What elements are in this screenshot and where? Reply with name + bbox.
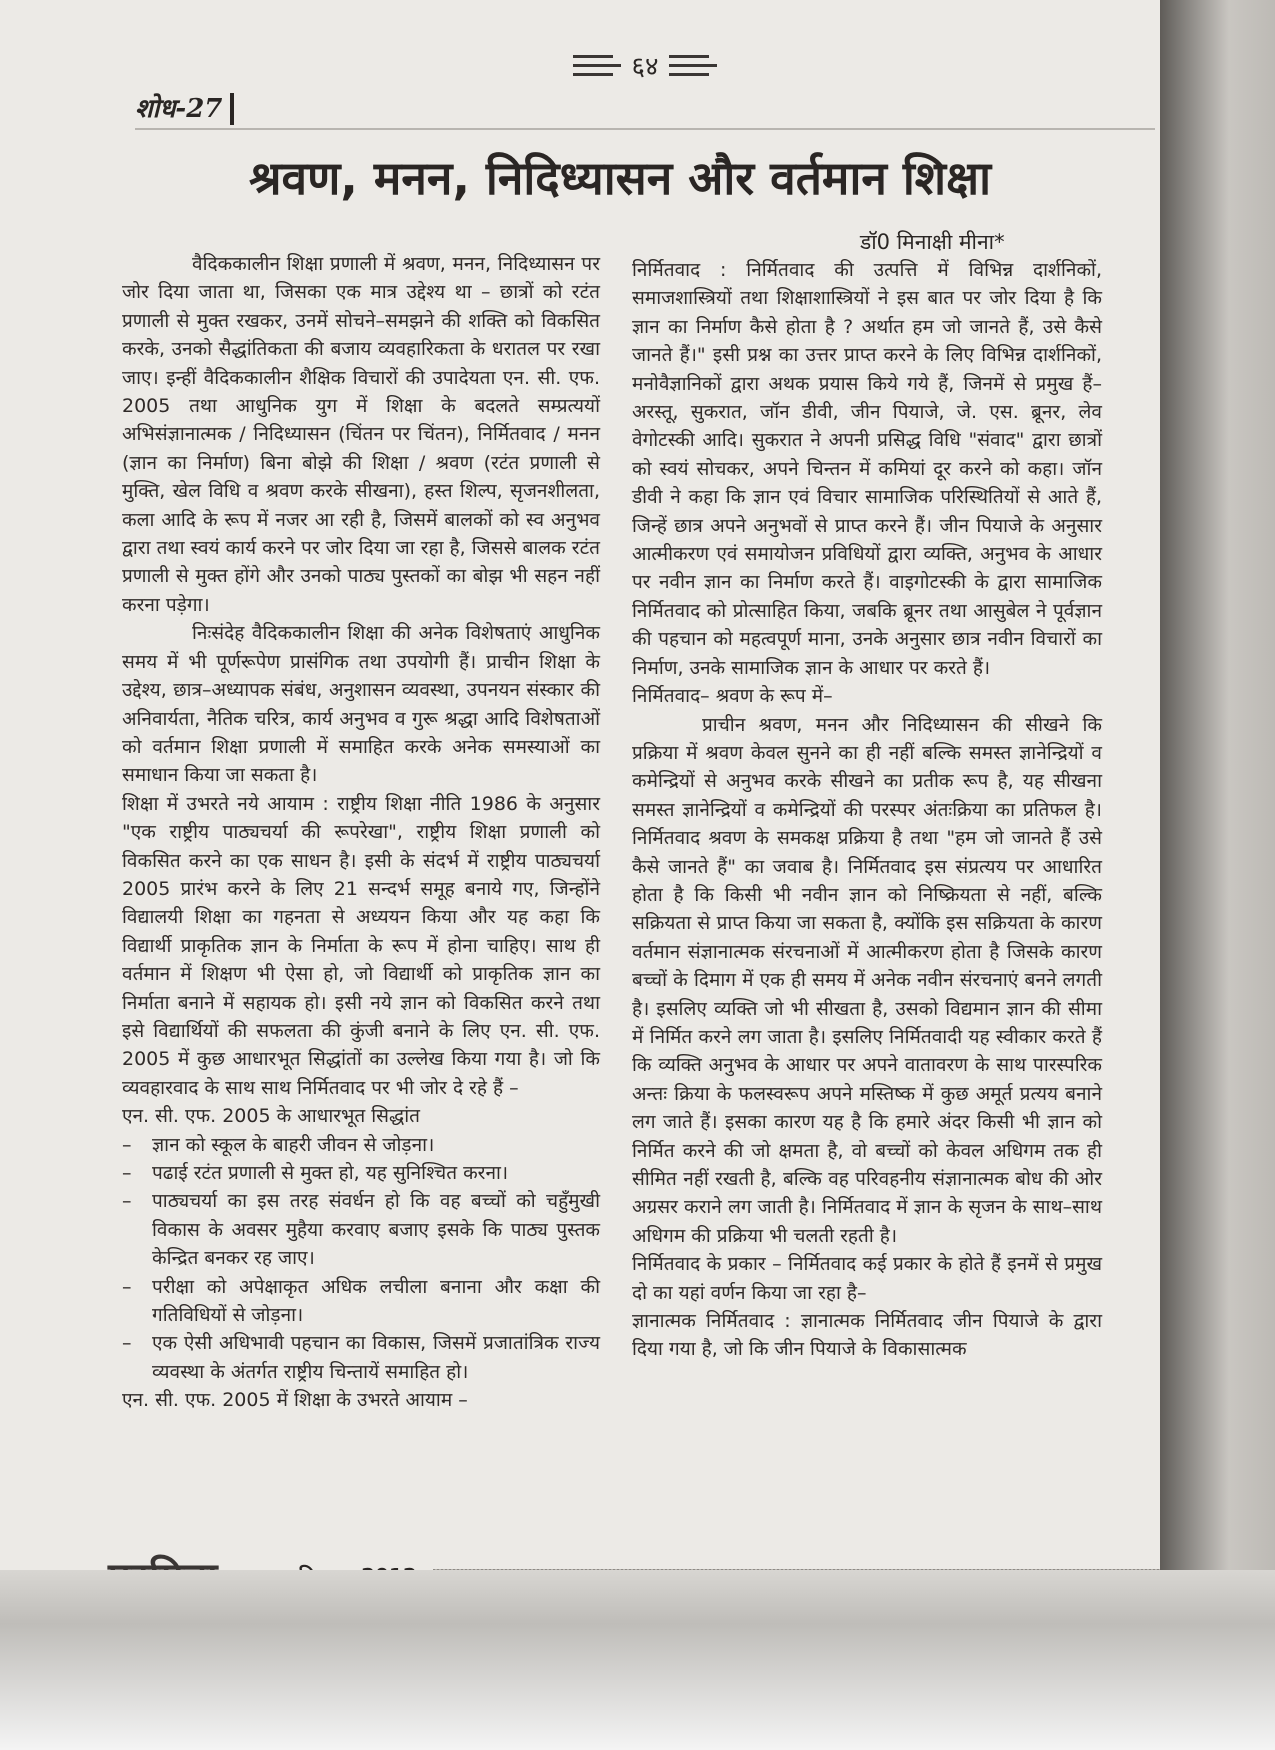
right-column [632, 256, 1102, 1364]
paragraph: ज्ञानात्मक निर्मितवाद : ज्ञानात्मक निर्मितवाद जीन पियाजे के द्वारा दिया गया है, जो कि जीन पियाजे के विकासात्मक [632, 1310, 1102, 1361]
paragraph: निर्मितवाद के प्रकार – निर्मितवाद कई प्रकार के होते हैं इनमें से प्रमुख दो का यहां वर्णन किया जा रहा है– [632, 1253, 1102, 1304]
left-ornament-icon [573, 55, 621, 76]
paragraph: प्राचीन श्रवण, मनन और निदिध्यासन की सीखने कि प्रक्रिया में श्रवण केवल सुनने का ही नहीं बल्कि समस्त ज्ञानेन्द्रियों व कमेन्द्रियों से अनुभव करके सीखने का प्रतीक रूप है, यह सीखना समस्त ज्ञानेन्द्रियों व कमेन्द्रियों की परस्पर अंतःक्रिया का प्रतिफल है। निर्मितवाद श्रवण के समकक्ष प्रक्रिया है तथा "हम जो जानते हैं उसे कैसे जानते हैं" का जवाब है। निर्मितवाद इस संप्रत्यय पर आधारित होता है कि किसी भी नवीन ज्ञान को निष्क्रियता से नहीं, बल्कि सक्रियता से प्राप्त किया जा सकता है, क्योंकि इस सक्रियता के कारण वर्तमान संज्ञानात्मक संरचनाओं में आत्मीकरण होता है जिसके कारण बच्चों के दिमाग में एक ही समय में अनेक नवीन संरचनाएं बनने लगती है। इसलिए व्यक्ति जो भी सीखता है, उसको विद्यमान ज्ञान की सीमा में निर्मित करने लग जाता है। इसलिए निर्मितवादी यह स्वीकार करते हैं कि व्यक्ति अनुभव के आधार पर अपने वातावरण के साथ पारस्परिक अन्तः क्रिया के फलस्वरूप अपने मस्तिष्क में कुछ अमूर्त प्रत्यय बनाने लग जाते हैं। इसका कारण यह है कि हमारे अंदर किसी भी ज्ञान को निर्मित करने की जो क्षमता है, वो बच्चों को केवल अधिगम तक ही सीमित नहीं रखती है, बल्कि वह परिवहनीय संज्ञानात्मक बोध की ओर अग्रसर कराने लग जाती है। निर्मितवाद में ज्ञान के सृजन के साथ–साथ अधिगम की प्रक्रिया भी चलती रहती है। [632, 713, 1102, 1247]
list-item: – ज्ञान को स्कूल के बाहरी जीवन से जोड़ना। [122, 1131, 600, 1159]
list-item: – एक ऐसी अधिभावी पहचान का विकास, जिसमें प्रजातांत्रिक राज्य व्यवस्था के अंतर्गत राष्ट्रीय चिन्तायें समाहित हो। [122, 1329, 600, 1386]
header-rule [135, 128, 1155, 130]
page-bottom-edge [0, 1570, 1275, 1750]
page-number: ६४ [631, 52, 659, 82]
paragraph: वैदिककालीन शिक्षा प्रणाली में श्रवण, मनन, निदिध्यासन पर जोर दिया जाता था, जिसका एक मात्र उद्देश्य था – छात्रों को रटंत प्रणाली से मुक्त रखकर, उनमें सोचने–समझने की शक्ति को विकसित करके, उनको सैद्धांतिकता की बजाय व्यवहारिकता के धरातल पर रखा जाए। इन्हीं वैदिककालीन शैक्षिक विचारों की उपादेयता एन. सी. एफ. 2005 तथा आधुनिक युग में शिक्षा के बदलते सम्प्रत्ययों अभिसंज्ञानात्मक / निदिध्यासन (चिंतन पर चिंतन), निर्मितवाद / मनन (ज्ञान का निर्माण) बिना बोझे की शिक्षा / श्रवण (रटंत प्रणाली से मुक्ति, खेल विधि व श्रवण करके सीखना), हस्त शिल्प, सृजनशीलता, कला आदि के रूप में नजर आ रही है, जिसमें बालकों को स्व अनुभव द्वारा तथा स्वयं कार्य करने पर जोर दिया जा रहा है, जिससे बालक रटंत प्रणाली से मुक्त होंगे और उनको पाठ्य पुस्तकों का बोझ भी सहन नहीं करना पड़ेगा। [122, 253, 600, 616]
list-item: – पाठ्यचर्या का इस तरह संवर्धन हो कि वह बच्चों को चहुँमुखी विकास के अवसर मुहैया करवाए बजाए इसके कि पाठ्य पुस्तक केन्द्रित बनकर रह जाए। [122, 1187, 600, 1272]
list-heading: एन. सी. एफ. 2005 के आधारभूत सिद्धांत [122, 1105, 420, 1128]
list-item: – परीक्षा को अपेक्षाकृत अधिक लचीला बनाना और कक्षा की गतिविधियों से जोड़ना। [122, 1273, 600, 1330]
book-spine-shadow [1160, 0, 1275, 1620]
closing-line: एन. सी. एफ. 2005 में शिक्षा के उभरते आयाम – [122, 1389, 468, 1412]
paragraph: निःसंदेह वैदिककालीन शिक्षा की अनेक विशेषताएं आधुनिक समय में भी पूर्णरूपेण प्रासंगिक तथा उपयोगी हैं। प्राचीन शिक्षा के उद्देश्य, छात्र–अध्यापक संबंध, अनुशासन व्यवस्था, उपनयन संस्कार की अनिवार्यता, नैतिक चरित्र, कार्य अनुभव व गुरू श्रद्धा आदि विशेषताओं को वर्तमान शिक्षा प्रणाली में समाहित करके अनेक समस्याओं का समाधान किया जा सकता है। [122, 622, 600, 787]
subheading: निर्मितवाद– श्रवण के रूप में– [632, 685, 833, 708]
list-item: – पढाई रटंत प्रणाली से मुक्त हो, यह सुनिश्चित करना। [122, 1159, 600, 1187]
paragraph: निर्मितवाद : निर्मितवाद की उत्पत्ति में विभिन्न दार्शनिकों, समाजशास्त्रियों तथा शिक्षाशास्त्रियों ने इस बात पर जोर दिया है कि ज्ञान का निर्माण कैसे होता है ? अर्थात हम जो जानते हैं, उसे कैसे जानते हैं।" इसी प्रश्न का उत्तर प्राप्त करने के लिए विभिन्न दार्शनिकों, मनोवैज्ञानिकों द्वारा अथक प्रयास किये गये हैं, जिनमें से प्रमुख हैं– अरस्तू, सुकरात, जॉन डीवी, जीन पियाजे, जे. एस. ब्रूनर, लेव वेगोटस्की आदि। सुकरात ने अपनी प्रसिद्ध विधि "संवाद" द्वारा छात्रों को स्वयं सोचकर, अपने चिन्तन में कमियां दूर करने को कहा। जॉन डीवी ने कहा कि ज्ञान एवं विचार सामाजिक परिस्थितियों से आते हैं, जिन्हें छात्र अपने अनुभवों से प्राप्त करने हैं। जीन पियाजे के अनुसार आत्मीकरण एवं समायोजन प्रविधियों द्वारा व्यक्ति, अनुभव के आधार पर नवीन ज्ञान का निर्माण करते हैं। वाइगोटस्की के द्वारा सामाजिक निर्मितवाद को प्रोत्साहित किया, जबकि ब्रूनर तथा आसुबेल ने पूर्वज्ञान की पहचान को महत्वपूर्ण माना, उनके अनुसार छात्र नवीन विचारों का निर्माण, उनके सामाजिक ज्ञान के आधार पर करते हैं। [632, 259, 1103, 679]
left-column [122, 250, 600, 1415]
author-name: डॉ0 मिनाक्षी मीना* [860, 230, 1005, 254]
section-label: शोध-27 [135, 93, 234, 125]
paragraph: शिक्षा में उभरते नये आयाम : राष्ट्रीय शिक्षा नीति 1986 के अनुसार "एक राष्ट्रीय पाठ्यचर्या की रूपरेखा", राष्ट्रीय शिक्षा प्रणाली को विकसित करने का एक साधन है। इसी के संदर्भ में राष्ट्रीय पाठ्यचर्या 2005 प्रारंभ करने के लिए 21 सन्दर्भ समूह बनाये गए, जिन्होंने विद्यालयी शिक्षा का गहनता से अध्ययन किया और यह कहा कि विद्यार्थी प्राकृतिक ज्ञान के निर्माता के रूप में होना चाहिए। साथ ही वर्तमान में शिक्षण भी ऐसा हो, जो विद्यार्थी को प्राकृतिक ज्ञान का निर्माता बनाने में सहायक हो। इसी नये ज्ञान को विकसित करने तथा इसे विद्यार्थियों की सफलता की कुंजी बनाने के लिए एन. सी. एफ. 2005 में कुछ आधारभूत सिद्धांतों का उल्लेख किया गया है। जो कि व्यवहारवाद के साथ साथ निर्मितवाद पर भी जोर दे रहे हैं – [122, 792, 600, 1099]
principles-list [122, 1131, 600, 1387]
article-title: श्रवण, मनन, निदिध्यासन और वर्तमान शिक्षा [248, 151, 991, 205]
page-number-ornament [545, 40, 745, 90]
right-ornament-icon [669, 55, 717, 76]
